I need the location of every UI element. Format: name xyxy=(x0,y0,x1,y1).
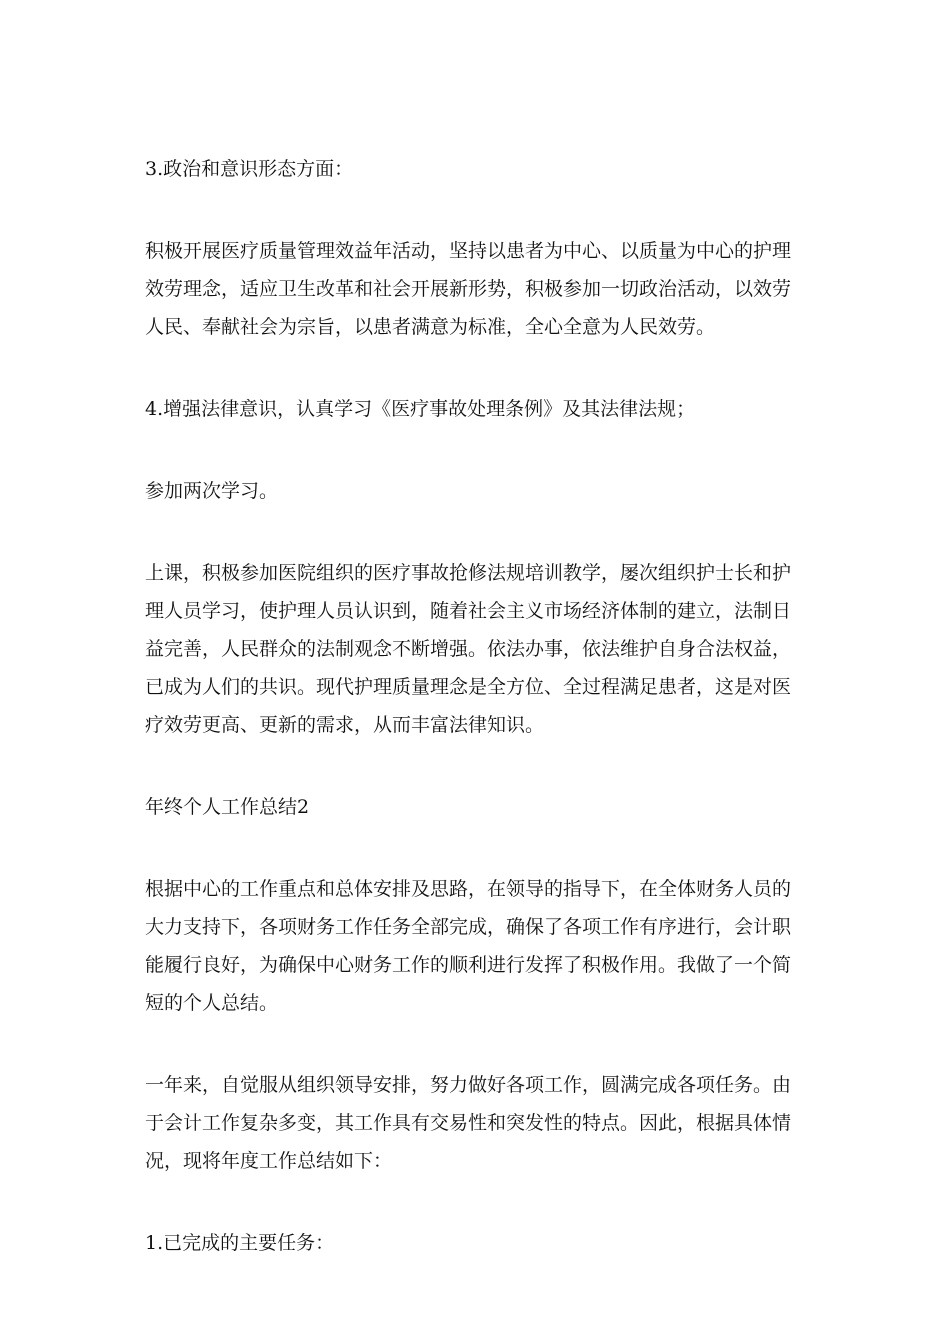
paragraph-quality-activity: 积极开展医疗质量管理效益年活动，坚持以患者为中心、以质量为中心的护理效劳理念，适应卫生改革和社会开展新形势，积极参加一切政治活动，以效劳人民、奉献社会为宗旨，以患者满意为标准，全心全意为人民效劳。 xyxy=(145,240,792,338)
document-body xyxy=(145,150,805,1302)
paragraph-year-review: 一年来，自觉服从组织领导安排，努力做好各项工作，圆满完成各项任务。由于会计工作复杂多变，其工作具有交易性和突发性的特点。因此，根据具体情况，现将年度工作总结如下： xyxy=(145,1074,792,1172)
section-heading-law: 4.增强法律意识，认真学习《医疗事故处理条例》及其法律法规； xyxy=(145,398,696,420)
section-heading-main-tasks: 1.已完成的主要任务： xyxy=(145,1232,335,1254)
paragraph-study-count: 参加两次学习。 xyxy=(145,480,279,502)
paragraph-legal-training: 上课，积极参加医院组织的医疗事故抢修法规培训教学，屡次组织护士长和护理人员学习，使护理人员认识到，随着社会主义市场经济体制的建立，法制日益完善，人民群众的法制观念不断增强。依法办事，依法维护自身合法权益，已成为人们的共识。现代护理质量理念是全方位、全过程满足患者，这是对医疗效劳更高、更新的需求，从而丰富法律知识。 xyxy=(145,562,792,736)
paragraph-finance-overview: 根据中心的工作重点和总体安排及思路，在领导的指导下，在全体财务人员的大力支持下，各项财务工作任务全部完成，确保了各项工作有序进行，会计职能履行良好，为确保中心财务工作的顺利进行发挥了积极作用。我做了一个简短的个人总结。 xyxy=(145,878,792,1014)
section-title-summary-2: 年终个人工作总结2 xyxy=(145,796,310,818)
section-heading-politics: 3.政治和意识形态方面： xyxy=(145,158,354,180)
